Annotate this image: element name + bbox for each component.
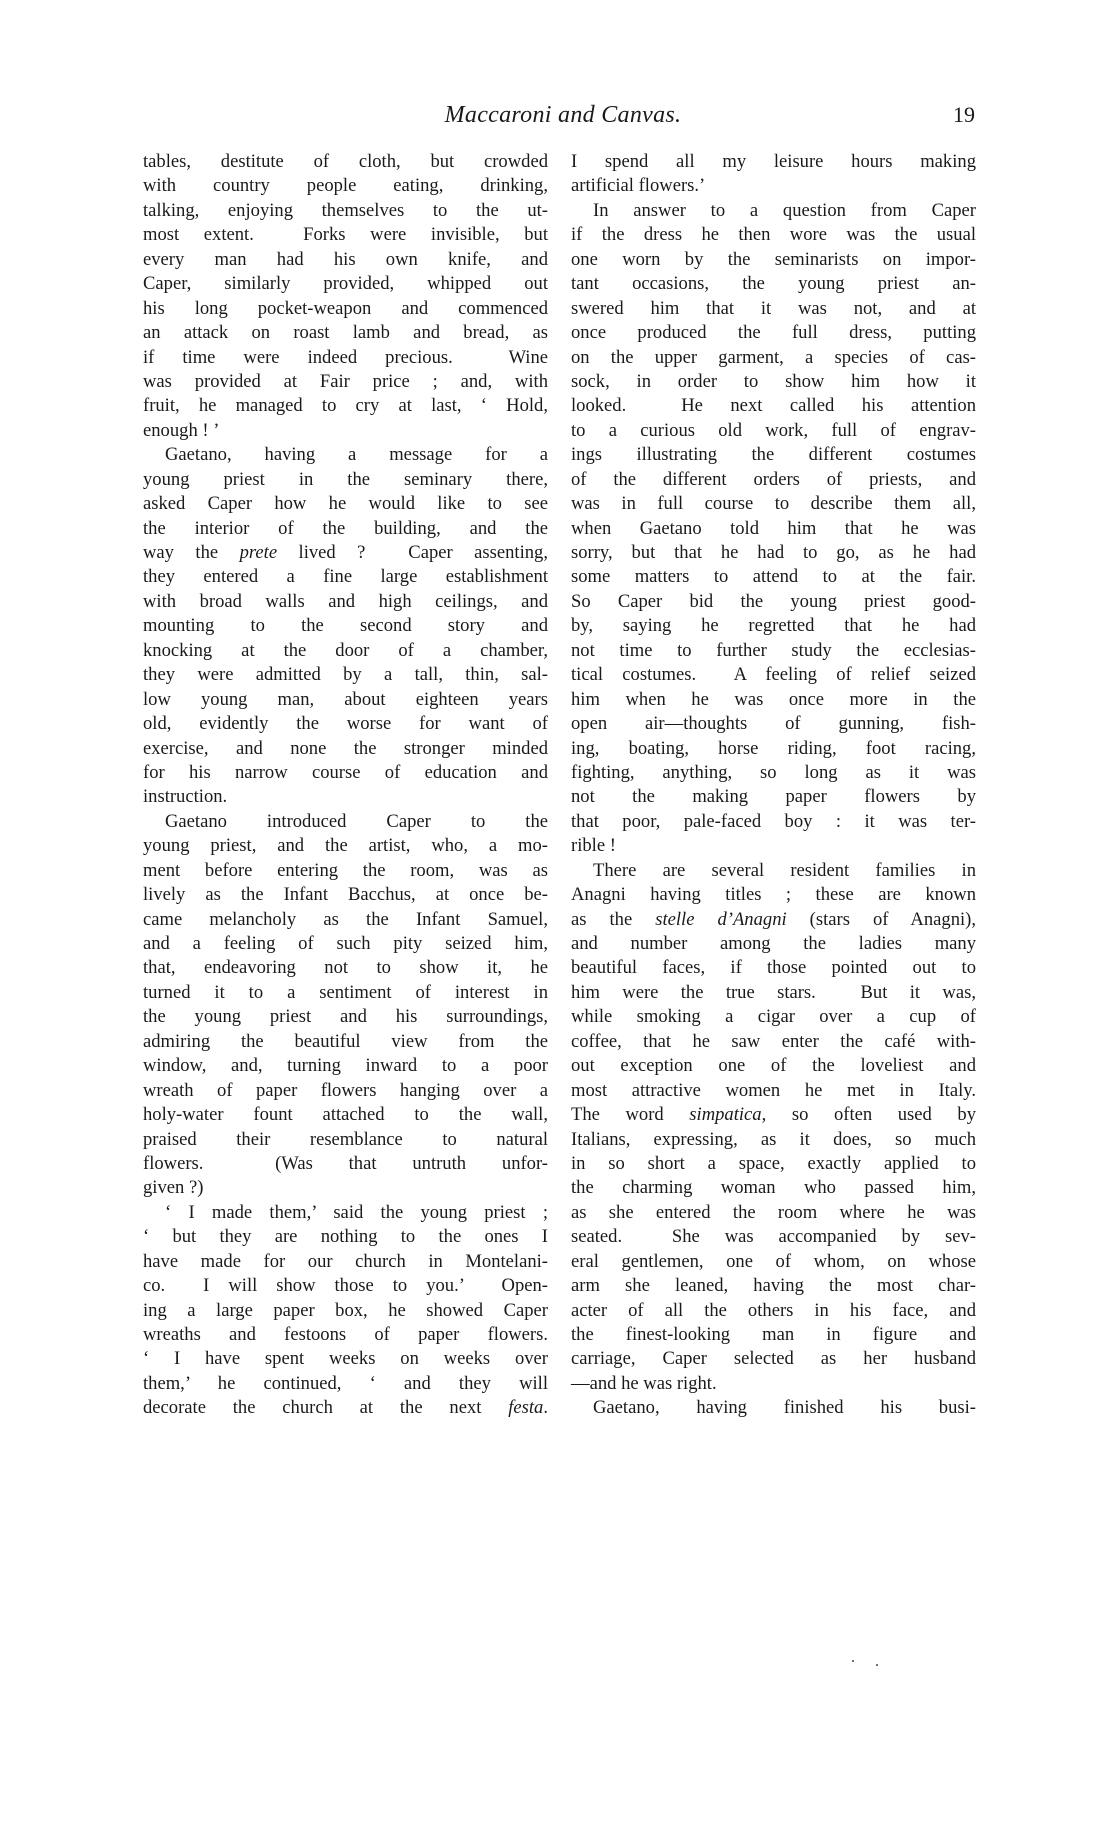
text-line: while smoking a cigar over a cup of xyxy=(571,1006,976,1028)
text-line: ‘ but they are nothing to the ones I xyxy=(143,1226,548,1248)
text-line: that, endeavoring not to show it, he xyxy=(143,957,548,979)
text-segment: The word xyxy=(571,1104,690,1126)
text-line: holy-water fount attached to the wall, xyxy=(143,1104,548,1126)
text-line: have made for our church in Montelani- xyxy=(143,1250,548,1272)
text-line: arm she leaned, having the most char- xyxy=(571,1275,976,1297)
text-line: once produced the full dress, putting xyxy=(571,322,976,344)
text-line: every man had his own knife, and xyxy=(143,248,548,270)
text-line: tant occasions, the young priest an- xyxy=(571,273,976,295)
paragraph-first-line: Gaetano introduced Caper to the xyxy=(165,810,548,832)
text-line: if time were indeed precious. Wine xyxy=(143,346,548,368)
text-line: ings illustrating the different costumes xyxy=(571,444,976,466)
left-text-column xyxy=(143,150,548,1421)
text-line: fruit, he managed to cry at last, ‘ Hold, xyxy=(143,395,548,417)
text-line: young priest, and the artist, who, a mo- xyxy=(143,835,548,857)
text-line: most attractive women he met in Italy. xyxy=(571,1079,976,1101)
text-line: lively as the Infant Bacchus, at once be- xyxy=(143,884,548,906)
text-line: acter of all the others in his face, and xyxy=(571,1299,976,1321)
text-line: if the dress he then wore was the usual xyxy=(571,224,976,246)
text-segment: way the xyxy=(143,542,240,563)
text-line: came melancholy as the Infant Samuel, xyxy=(143,908,548,930)
text-line: they were admitted by a tall, thin, sal- xyxy=(143,664,548,686)
text-line: and a feeling of such pity seized him, xyxy=(143,933,548,954)
text-line: by, saying he regretted that he had xyxy=(571,615,976,637)
text-line: ment before entering the room, was as xyxy=(143,859,548,881)
text-line: ‘ I have spent weeks on weeks over xyxy=(143,1348,548,1370)
text-line xyxy=(143,1396,548,1420)
text-line: them,’ he continued, ‘ and they will xyxy=(143,1372,548,1394)
text-line: given ?) xyxy=(143,1177,204,1199)
text-line: most extent. Forks were invisible, but xyxy=(143,224,548,246)
text-line: turned it to a sentiment of interest in xyxy=(143,981,548,1003)
paragraph-first-line: Gaetano, having finished his busi- xyxy=(593,1397,976,1419)
text-segment: as the xyxy=(571,908,656,930)
text-line: tical costumes. A feeling of relief seized xyxy=(571,664,976,686)
text-line: they entered a fine large establishment xyxy=(143,566,548,588)
text-line: of the different orders of priests, and xyxy=(571,468,976,490)
italic-foreign-word: festa xyxy=(508,1397,544,1419)
text-line: young priest in the seminary there, xyxy=(143,468,548,490)
text-line: knocking at the door of a chamber, xyxy=(143,639,548,661)
text-line: co. I will show those to you.’ Open- xyxy=(143,1275,548,1297)
italic-foreign-word: simpatica xyxy=(689,1104,762,1126)
running-title: Maccaroni and Canvas. xyxy=(444,102,682,128)
text-line: him when he was once more in the xyxy=(571,688,976,710)
print-speck xyxy=(876,1664,878,1666)
text-line: carriage, Caper selected as her husband xyxy=(571,1348,976,1370)
text-line: window, and, turning inward to a poor xyxy=(143,1055,548,1077)
print-speck xyxy=(852,1660,854,1662)
text-line: asked Caper how he would like to see xyxy=(143,493,548,515)
text-line: on the upper garment, a species of cas- xyxy=(571,346,976,368)
paragraph-first-line: In answer to a question from Caper xyxy=(593,199,976,221)
italic-foreign-word: prete xyxy=(239,542,278,563)
text-line: fighting, anything, so long as it was xyxy=(571,761,976,783)
text-line: when Gaetano told him that he was xyxy=(571,517,976,539)
paragraph-first-line: ‘ I made them,’ said the young priest ; xyxy=(165,1201,548,1223)
text-line: as she entered the room where he was xyxy=(571,1201,976,1223)
text-line: was provided at Fair price ; and, with xyxy=(143,370,548,392)
text-line: old, evidently the worse for want of xyxy=(143,713,548,735)
text-line: one worn by the seminarists on impor- xyxy=(571,248,976,270)
text-line: with country people eating, drinking, xyxy=(143,175,548,197)
text-line: sorry, but that he had to go, as he had xyxy=(571,542,976,563)
text-line: mounting to the second story and xyxy=(143,615,548,637)
text-line: sock, in order to show him how it xyxy=(571,370,976,392)
text-line: out exception one of the loveliest and xyxy=(571,1055,976,1077)
text-line: I spend all my leisure hours making xyxy=(571,151,976,172)
text-line: was in full course to describe them all, xyxy=(571,493,976,515)
text-line: rible ! xyxy=(571,835,616,857)
text-line: artificial flowers.’ xyxy=(571,175,706,197)
text-line: swered him that it was not, and at xyxy=(571,297,976,319)
text-line: ing, boating, horse riding, foot racing, xyxy=(571,737,976,759)
text-line: enough ! ’ xyxy=(143,419,220,441)
text-segment: lived ? Caper assenting, xyxy=(277,542,548,563)
text-line: Anagni having titles ; these are known xyxy=(571,884,976,906)
text-line: for his narrow course of education and xyxy=(143,761,548,783)
text-line: ing a large paper box, he showed Caper xyxy=(143,1299,548,1321)
page-number: 19 xyxy=(953,102,975,127)
text-line: in so short a space, exactly applied to xyxy=(571,1152,976,1174)
italic-foreign-word: stelle d’Anagni xyxy=(655,908,787,930)
text-line: low young man, about eighteen years xyxy=(143,688,548,710)
text-line: beautiful faces, if those pointed out to xyxy=(571,957,976,979)
text-line: So Caper bid the young priest good- xyxy=(571,590,976,612)
text-line: —and he was right. xyxy=(571,1372,717,1394)
text-segment: . xyxy=(543,1397,548,1419)
text-line: his long pocket-weapon and commenced xyxy=(143,297,548,319)
text-line: looked. He next called his attention xyxy=(571,395,976,417)
text-line: some matters to attend to at the fair. xyxy=(571,566,976,588)
text-line: to a curious old work, full of engrav- xyxy=(571,419,976,441)
text-line: wreaths and festoons of paper flowers. xyxy=(143,1324,548,1345)
text-line: the young priest and his surroundings, xyxy=(143,1006,548,1028)
text-line: exercise, and none the stronger minded xyxy=(143,737,548,759)
text-line: praised their resemblance to natural xyxy=(143,1128,548,1150)
text-line: seated. She was accompanied by sev- xyxy=(571,1226,976,1248)
text-line: wreath of paper flowers hanging over a xyxy=(143,1079,548,1101)
text-line: flowers. (Was that untruth unfor- xyxy=(143,1152,548,1174)
text-segment: , so often used by xyxy=(761,1104,976,1126)
text-line: the finest-looking man in figure and xyxy=(571,1324,976,1345)
paragraph-first-line: Gaetano, having a message for a xyxy=(165,444,548,466)
text-line xyxy=(571,908,976,932)
text-line: the interior of the building, and the xyxy=(143,517,548,539)
text-line: talking, enjoying themselves to the ut- xyxy=(143,199,548,221)
text-line: coffee, that he saw enter the café with- xyxy=(571,1030,976,1052)
text-segment: (stars of Anagni), xyxy=(786,908,976,930)
text-line: an attack on roast lamb and bread, as xyxy=(143,322,548,344)
text-line: instruction. xyxy=(143,786,228,808)
text-line xyxy=(143,541,548,565)
right-text-column xyxy=(571,150,976,1421)
text-line: Caper, similarly provided, whipped out xyxy=(143,273,548,295)
text-line: with broad walls and high ceilings, and xyxy=(143,590,548,612)
text-line: the charming woman who passed him, xyxy=(571,1177,976,1199)
text-segment: decorate the church at the next xyxy=(143,1397,509,1419)
text-line: him were the true stars. But it was, xyxy=(571,981,976,1003)
text-line: not the making paper flowers by xyxy=(571,786,976,808)
text-line: eral gentlemen, one of whom, on whose xyxy=(571,1250,976,1272)
text-line: that poor, pale-faced boy : it was ter- xyxy=(571,810,976,832)
text-line xyxy=(571,1103,976,1127)
text-line: and number among the ladies many xyxy=(571,933,976,954)
text-line: Italians, expressing, as it does, so much xyxy=(571,1128,976,1150)
running-head xyxy=(143,98,975,132)
text-line: not time to further study the ecclesias- xyxy=(571,639,976,661)
text-line: admiring the beautiful view from the xyxy=(143,1030,548,1052)
text-line: open air—thoughts of gunning, fish- xyxy=(571,713,976,735)
text-line: tables, destitute of cloth, but crowded xyxy=(143,151,548,172)
paragraph-first-line: There are several resident families in xyxy=(593,859,976,881)
